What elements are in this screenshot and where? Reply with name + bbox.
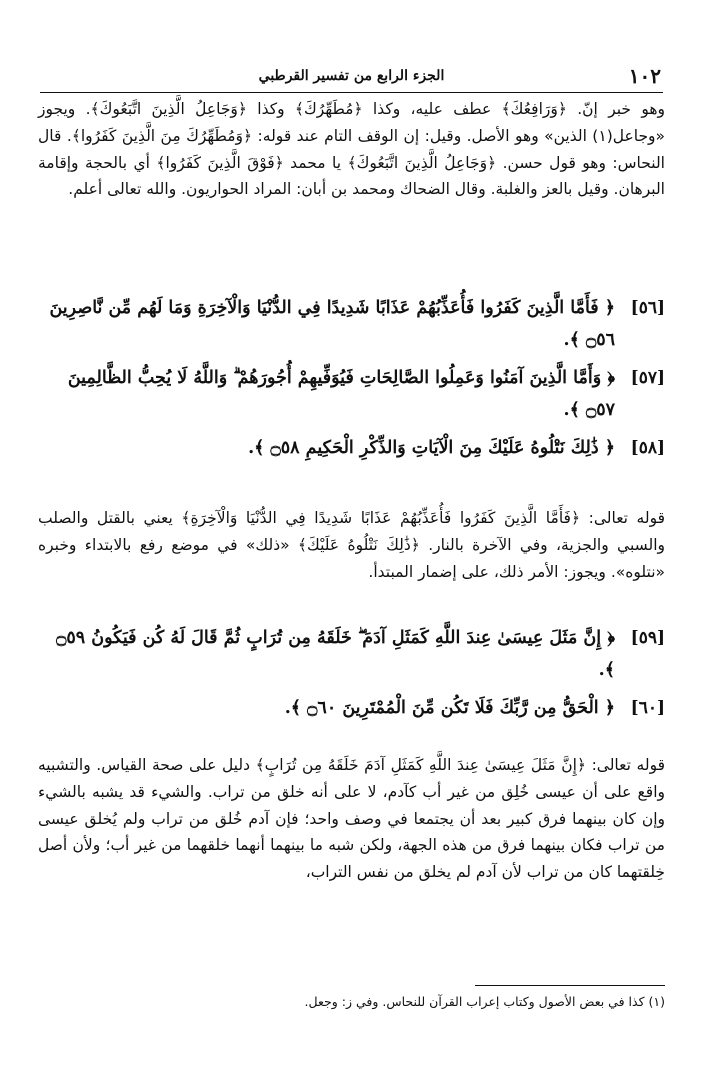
- running-title: الجزء الرابع من تفسير القرطبي: [258, 68, 445, 84]
- verse-57: [38, 362, 665, 426]
- verse-60: [38, 692, 665, 724]
- verse-number: [٥٨]: [630, 438, 665, 458]
- verse-block-2: [38, 622, 665, 730]
- verse-56: [38, 292, 665, 356]
- commentary-section-1: [38, 96, 665, 203]
- verse-number: [٥٧]: [630, 368, 665, 388]
- verse-number: [٥٦]: [630, 298, 665, 318]
- footnote: (١) كذا في بعض الأصول وكتاب إعراب القرآن للنحاس. وفي ز: وجعل.: [304, 994, 665, 1009]
- verse-number: [٥٩]: [630, 628, 665, 648]
- commentary-paragraph: قوله تعالى: ﴿فَأَمَّا الَّذِينَ كَفَرُوا فَأُعَذِّبُهُمْ عَذَابًا شَدِيدًا فِي الدُّنْيَا وَالْآخِرَةِ﴾ يعني بالقتل والصلب والسبي والجزية، وفي الآخرة بالنار. ﴿ذَٰلِكَ نَتْلُوهُ عَلَيْكَ﴾ «ذلك» في موضع رفع بالابتداء وخبره «نتلوه». ويجوز: الأمر ذلك، على إضمار المبتدأ.: [38, 509, 665, 581]
- commentary-paragraph: وهو خبر إنّ. ﴿وَرَافِعُكَ﴾ عطف عليه، وكذا ﴿مُطَهِّرُكَ﴾ وكذا ﴿وَجَاعِلُ الَّذِينَ اتَّبَعُوكَ﴾. ويجوز «وجاعل(١) الذين» وهو الأصل. وقيل: إن الوقف التام عند قوله: ﴿وَمُطَهِّرُكَ مِنَ الَّذِينَ كَفَرُوا﴾. قال النحاس: وهو قول حسن. ﴿وَجَاعِلُ الَّذِينَ اتَّبَعُوكَ﴾ يا محمد ﴿فَوْقَ الَّذِينَ كَفَرُوا﴾ أي بالحجة وإقامة البرهان. وقيل بالعز والغلبة. وقال الضحاك ومحمد بن أبان: المراد الحواريون. والله تعالى أعلم.: [38, 100, 665, 199]
- footnote-divider: [475, 985, 665, 986]
- page-header: [40, 66, 663, 93]
- verse-block-1: [38, 292, 665, 470]
- verse-58: [38, 432, 665, 464]
- verse-number: [٦٠]: [630, 698, 665, 718]
- commentary-paragraph: قوله تعالى: ﴿إِنَّ مَثَلَ عِيسَىٰ عِندَ اللَّهِ كَمَثَلِ آدَمَ خَلَقَهُ مِن تُرَابٍ﴾ دليل على صحة القياس. والتشبيه واقع على أن عيسى خُلِق من غير أب كآدم، لا على أنه خلق من تراب. والشيء قد يشبه بالشيء وإن كان بينهما فرق كبير بعد أن يجتمعا في وصف واحد؛ فإن آدم خُلق من تراب ولم يُخلق عيسى من تراب فكان بينهما فرق من هذه الجهة، ولكن شبه ما بينهما أنهما خلقهما من غير أب؛ ولأن أصل خِلقتهما كان من تراب لأن آدم لم يخلق من نفس التراب،: [38, 756, 665, 882]
- verse-text: ﴿ فَأَمَّا الَّذِينَ كَفَرُوا فَأُعَذِّبُهُمْ عَذَابًا شَدِيدًا فِي الدُّنْيَا وَالْآخِرَةِ وَمَا لَهُم مِّن نَّاصِرِينَ ۝٥٦ ﴾.: [49, 298, 615, 350]
- commentary-section-3: [38, 752, 665, 886]
- commentary-section-2: [38, 505, 665, 585]
- page-number: ١٠٢: [628, 64, 661, 88]
- verse-59: [38, 622, 665, 686]
- verse-text: ﴿ إِنَّ مَثَلَ عِيسَىٰ عِندَ اللَّهِ كَمَثَلِ آدَمَ ۖ خَلَقَهُ مِن تُرَابٍ ثُمَّ قَالَ لَهُ كُن فَيَكُونُ ۝٥٩ ﴾.: [56, 628, 615, 680]
- verse-text: ﴿ ذَٰلِكَ نَتْلُوهُ عَلَيْكَ مِنَ الْآيَاتِ وَالذِّكْرِ الْحَكِيمِ ۝٥٨ ﴾.: [248, 438, 615, 458]
- verse-text: ﴿ الْحَقُّ مِن رَّبِّكَ فَلَا تَكُن مِّنَ الْمُمْتَرِينَ ۝٦٠ ﴾.: [284, 698, 615, 718]
- verse-text: ﴿ وَأَمَّا الَّذِينَ آمَنُوا وَعَمِلُوا الصَّالِحَاتِ فَيُوَفِّيهِمْ أُجُورَهُمْ ۗ وَاللَّهُ لَا يُحِبُّ الظَّالِمِينَ ۝٥٧ ﴾.: [67, 368, 615, 420]
